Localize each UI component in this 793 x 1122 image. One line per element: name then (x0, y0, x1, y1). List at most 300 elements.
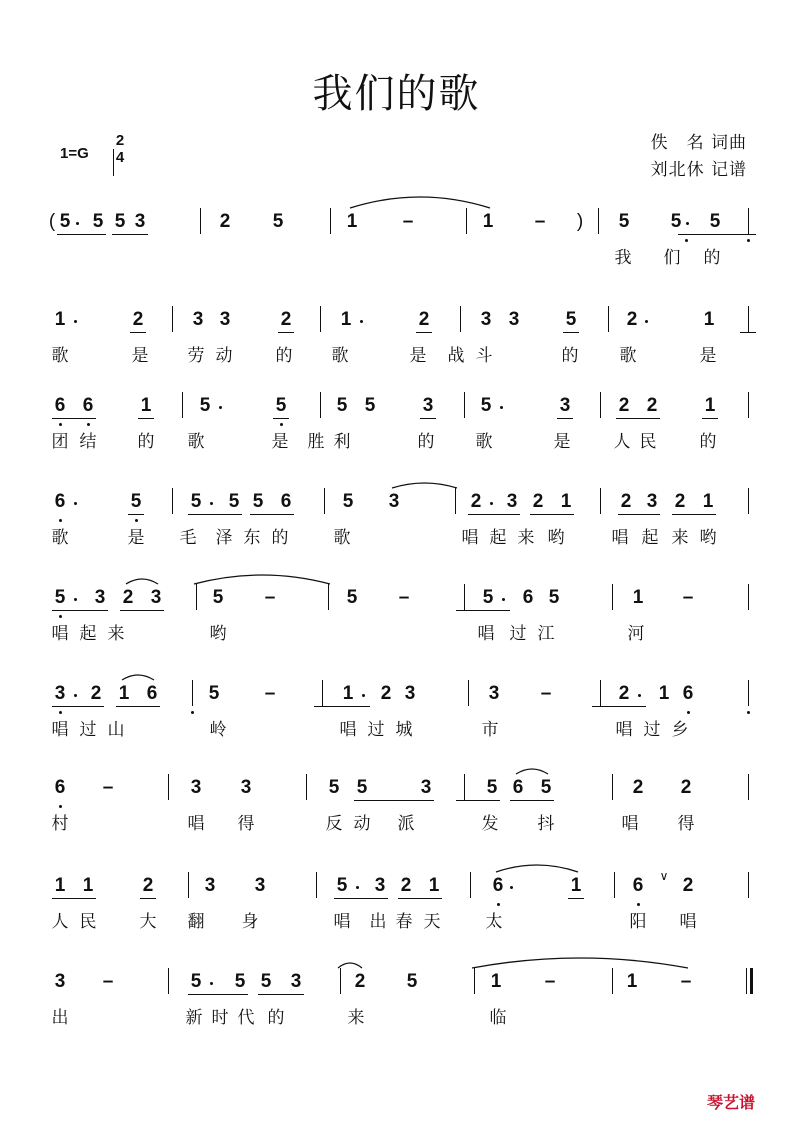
lyric-char: 来 (107, 624, 125, 644)
note: 5 (342, 491, 354, 512)
lyric-char: 的 (699, 432, 717, 452)
bracket: ) (576, 211, 584, 232)
beam-underline (258, 994, 304, 995)
beam-underline (138, 418, 154, 419)
lyric-char: 歌 (333, 528, 351, 548)
beam-underline (52, 706, 104, 707)
lyric-char: 战 (447, 346, 465, 366)
augmentation-dot (360, 320, 363, 323)
lyric-char: 来 (347, 1008, 365, 1028)
beam-underline (250, 514, 294, 515)
lyric-char: 过 (643, 720, 661, 740)
lyric-char: 的 (267, 1008, 285, 1028)
note: 1 (82, 875, 94, 896)
credit-lyricist-composer: 佚 名 词曲 (650, 133, 747, 153)
lower-octave-dot (687, 711, 690, 714)
tie-arc (496, 865, 578, 872)
barline (196, 584, 197, 610)
lyric-char: 山 (107, 720, 125, 740)
beam-underline (52, 610, 108, 611)
note: 5 (480, 395, 492, 416)
lyric-char: 毛 (179, 528, 197, 548)
note: 6 (54, 491, 66, 512)
barline (455, 488, 456, 514)
lyric-char: 哟 (209, 624, 227, 644)
lyric-char: 哟 (547, 528, 565, 548)
note: 5 (54, 587, 66, 608)
lyric-char: 民 (639, 432, 657, 452)
lyric-char: 天 (423, 912, 441, 932)
augmentation-dot (362, 694, 365, 697)
barline (172, 306, 173, 332)
barline (600, 680, 601, 706)
note: 1 (342, 683, 354, 704)
note: 5 (346, 587, 358, 608)
barline (316, 872, 317, 898)
lyric-char: 过 (79, 720, 97, 740)
note: 3 (420, 777, 432, 798)
note: 3 (508, 309, 520, 330)
lower-octave-dot (87, 423, 90, 426)
lyric-char: 人 (613, 432, 631, 452)
note: 5 (356, 777, 368, 798)
note: 2 (418, 309, 430, 330)
barline (612, 774, 613, 800)
lyric-char: 是 (131, 346, 149, 366)
note: 3 (559, 395, 571, 416)
note: 6 (632, 875, 644, 896)
note: 3 (506, 491, 518, 512)
note: 5 (190, 971, 202, 992)
note: 1 (118, 683, 130, 704)
beam-underline (116, 706, 160, 707)
note: 1 (570, 875, 582, 896)
lyric-char: 歌 (619, 346, 637, 366)
note: 5 (406, 971, 418, 992)
note: 1 (346, 211, 358, 232)
note: 2 (132, 309, 144, 330)
lyric-char: 江 (537, 624, 555, 644)
lyric-char: 是 (553, 432, 571, 452)
note: 5 (59, 211, 71, 232)
lyric-char: 劳 (187, 346, 205, 366)
note: 5 (212, 587, 224, 608)
beam-underline (398, 898, 442, 899)
lyric-char: 歌 (475, 432, 493, 452)
augmentation-dot (686, 222, 689, 225)
beam-underline (740, 332, 756, 333)
lyric-char: 利 (333, 432, 351, 452)
note: 2 (380, 683, 392, 704)
barline (614, 872, 615, 898)
augmentation-dot (219, 406, 222, 409)
lyric-char: 新 (185, 1008, 203, 1028)
beam-underline (672, 514, 716, 515)
lyric-char: 动 (215, 346, 233, 366)
note: 6 (512, 777, 524, 798)
lyric-char: 唱 (477, 624, 495, 644)
barline (464, 774, 465, 800)
lyric-char: 们 (663, 248, 681, 268)
note: 5 (548, 587, 560, 608)
lyric-char: 唱 (51, 624, 69, 644)
barline (608, 306, 609, 332)
lyric-char: 的 (275, 346, 293, 366)
augmentation-dot (74, 320, 77, 323)
tie-arc (516, 769, 548, 774)
beam-underline (416, 332, 432, 333)
lyric-char: 歌 (51, 528, 69, 548)
time-signature-line (113, 149, 114, 176)
beam-underline (188, 514, 242, 515)
beam-underline (678, 234, 756, 235)
lyric-char: 太 (485, 912, 503, 932)
barline (748, 872, 749, 898)
augmentation-dot (76, 222, 79, 225)
note: 5 (114, 211, 126, 232)
beam-underline (557, 418, 573, 419)
barline (748, 392, 749, 418)
note: 5 (228, 491, 240, 512)
beam-underline (456, 610, 510, 611)
lyric-char: 得 (677, 814, 695, 834)
note: 1 (703, 309, 715, 330)
note: 1 (658, 683, 670, 704)
beam-underline (530, 514, 574, 515)
note: 5 (208, 683, 220, 704)
beam-underline (702, 418, 718, 419)
barline (748, 774, 749, 800)
lyric-char: 过 (367, 720, 385, 740)
note: 5 (709, 211, 721, 232)
barline (600, 488, 601, 514)
lyric-char: 派 (397, 814, 415, 834)
lyric-char: 的 (271, 528, 289, 548)
lower-octave-dot (497, 903, 500, 906)
note: 3 (150, 587, 162, 608)
lyric-char: 来 (517, 528, 535, 548)
lyric-char: 唱 (339, 720, 357, 740)
note: 2 (626, 309, 638, 330)
note: 6 (82, 395, 94, 416)
barline (306, 774, 307, 800)
barline (324, 488, 325, 514)
sustain-dash: – (682, 587, 694, 608)
note: 1 (704, 395, 716, 416)
beam-underline (420, 418, 436, 419)
tie-arc (126, 579, 158, 584)
note: 3 (54, 683, 66, 704)
barline (748, 680, 749, 706)
lyric-char: 代 (237, 1008, 255, 1028)
note: 3 (646, 491, 658, 512)
lyric-char: 唱 (679, 912, 697, 932)
barline (340, 968, 341, 994)
site-logo: 琴艺谱 (707, 1093, 756, 1112)
note: 1 (702, 491, 714, 512)
lyric-char: 起 (641, 528, 659, 548)
lyric-char: 翻 (187, 912, 205, 932)
lyric-char: 得 (237, 814, 255, 834)
barline (464, 392, 465, 418)
augmentation-dot (74, 598, 77, 601)
lyric-char: 东 (243, 528, 261, 548)
lower-octave-dot (280, 423, 283, 426)
note: 6 (682, 683, 694, 704)
note: 1 (482, 211, 494, 232)
lyric-char: 人 (51, 912, 69, 932)
note: 2 (620, 491, 632, 512)
lyric-char: 唱 (615, 720, 633, 740)
augmentation-dot (210, 502, 213, 505)
beam-underline (188, 994, 248, 995)
note: 3 (254, 875, 266, 896)
note: 1 (340, 309, 352, 330)
lyric-char: 岭 (209, 720, 227, 740)
lyric-char: 歌 (51, 346, 69, 366)
note: 3 (94, 587, 106, 608)
beam-underline (112, 234, 148, 235)
note: 3 (404, 683, 416, 704)
lyric-char: 我 (614, 248, 632, 268)
barline (470, 872, 471, 898)
note: 6 (280, 491, 292, 512)
note: 3 (219, 309, 231, 330)
sustain-dash: – (102, 971, 114, 992)
barline (746, 968, 747, 994)
lyric-char: 民 (79, 912, 97, 932)
beam-underline (616, 418, 660, 419)
note: 5 (336, 875, 348, 896)
note: 5 (260, 971, 272, 992)
augmentation-dot (74, 502, 77, 505)
lyric-char: 团 (51, 432, 69, 452)
note: 6 (54, 395, 66, 416)
note: 3 (240, 777, 252, 798)
barline (460, 306, 461, 332)
note: 1 (560, 491, 572, 512)
sustain-dash: – (680, 971, 692, 992)
note: 3 (190, 777, 202, 798)
note: 3 (192, 309, 204, 330)
barline (466, 208, 467, 234)
note: 5 (252, 491, 264, 512)
lyric-char: 歌 (187, 432, 205, 452)
note: 3 (388, 491, 400, 512)
barline (172, 488, 173, 514)
barline (600, 392, 601, 418)
barline (182, 392, 183, 418)
beam-underline (563, 332, 579, 333)
beam-underline (52, 418, 96, 419)
time-signature-bottom: 4 (115, 149, 125, 166)
tie-arc (350, 197, 490, 208)
barline (188, 872, 189, 898)
time-signature (112, 132, 128, 166)
lyric-char: 的 (137, 432, 155, 452)
lower-octave-dot (637, 903, 640, 906)
lyric-char: 是 (127, 528, 145, 548)
tie-arc (122, 675, 154, 680)
lower-octave-dot (747, 239, 750, 242)
beam-underline (618, 514, 660, 515)
note: 5 (199, 395, 211, 416)
note: 1 (54, 875, 66, 896)
lyric-char: 动 (353, 814, 371, 834)
time-signature-top: 2 (115, 132, 125, 149)
beam-underline (334, 898, 388, 899)
lyric-char: 过 (509, 624, 527, 644)
note: 2 (674, 491, 686, 512)
sustain-dash: – (264, 683, 276, 704)
lyric-char: 来 (671, 528, 689, 548)
note: 2 (632, 777, 644, 798)
lyric-char: 起 (489, 528, 507, 548)
lower-octave-dot (59, 711, 62, 714)
barline (612, 968, 613, 994)
barline (328, 584, 329, 610)
barline (464, 584, 465, 610)
beam-underline (314, 706, 370, 707)
lyric-char: 唱 (621, 814, 639, 834)
lyric-char: 结 (79, 432, 97, 452)
augmentation-dot (500, 406, 503, 409)
beam-underline (120, 610, 164, 611)
lower-octave-dot (685, 239, 688, 242)
note: 3 (374, 875, 386, 896)
lyric-char: 是 (409, 346, 427, 366)
lyric-char: 春 (395, 912, 413, 932)
lyric-char: 乡 (671, 720, 689, 740)
note: 2 (618, 395, 630, 416)
barline (320, 392, 321, 418)
song-title: 我们的歌 (312, 71, 481, 117)
lyric-char: 阳 (629, 912, 647, 932)
note: 3 (134, 211, 146, 232)
lyric-char: 唱 (611, 528, 629, 548)
lyric-char: 斗 (475, 346, 493, 366)
sustain-dash: – (534, 211, 546, 232)
barline (748, 306, 749, 332)
augmentation-dot (638, 694, 641, 697)
lower-octave-dot (59, 519, 62, 522)
lyric-char: 泽 (215, 528, 233, 548)
note: 5 (92, 211, 104, 232)
lower-octave-dot (747, 711, 750, 714)
augmentation-dot (645, 320, 648, 323)
note: 1 (428, 875, 440, 896)
note: 2 (618, 683, 630, 704)
barline (322, 680, 323, 706)
tie-arc (194, 575, 330, 584)
note: 3 (422, 395, 434, 416)
lyric-char: 起 (79, 624, 97, 644)
bracket: ( (48, 211, 56, 232)
sustain-dash: – (540, 683, 552, 704)
note: 6 (146, 683, 158, 704)
note: 6 (54, 777, 66, 798)
augmentation-dot (490, 502, 493, 505)
note: 2 (682, 875, 694, 896)
lower-octave-dot (59, 805, 62, 808)
barline (192, 680, 193, 706)
note: 1 (632, 587, 644, 608)
note: 2 (680, 777, 692, 798)
lower-octave-dot (59, 615, 62, 618)
beam-underline (568, 898, 584, 899)
lyric-char: 歌 (331, 346, 349, 366)
lyric-char: 市 (481, 720, 499, 740)
lyric-char: 发 (481, 814, 499, 834)
note: 5 (540, 777, 552, 798)
barline (330, 208, 331, 234)
lyric-char: 唱 (461, 528, 479, 548)
beam-underline (128, 514, 144, 515)
augmentation-dot (74, 694, 77, 697)
note: 1 (54, 309, 66, 330)
lyric-char: 的 (561, 346, 579, 366)
beam-underline (278, 332, 294, 333)
note: 1 (140, 395, 152, 416)
sustain-dash: – (402, 211, 414, 232)
lower-octave-dot (191, 711, 194, 714)
tie-arc (338, 963, 362, 968)
barline (612, 584, 613, 610)
lyric-char: 村 (51, 814, 69, 834)
note: 2 (122, 587, 134, 608)
breath-mark: ∨ (659, 869, 669, 883)
note: 2 (354, 971, 366, 992)
lyric-char: 哟 (699, 528, 717, 548)
note: 5 (130, 491, 142, 512)
note: 2 (280, 309, 292, 330)
sustain-dash: – (264, 587, 276, 608)
lower-octave-dot (59, 423, 62, 426)
lyric-char: 是 (699, 346, 717, 366)
note: 2 (90, 683, 102, 704)
note: 3 (54, 971, 66, 992)
note: 1 (490, 971, 502, 992)
note: 5 (328, 777, 340, 798)
barline (748, 488, 749, 514)
lyric-char: 城 (395, 720, 413, 740)
note: 5 (565, 309, 577, 330)
augmentation-dot (210, 982, 213, 985)
barline (168, 968, 169, 994)
barline (748, 208, 749, 234)
beam-underline (273, 418, 289, 419)
sustain-dash: – (102, 777, 114, 798)
beam-underline (130, 332, 146, 333)
lyric-char: 大 (139, 912, 157, 932)
lyric-char: 唱 (333, 912, 351, 932)
lyric-char: 出 (369, 912, 387, 932)
augmentation-dot (356, 886, 359, 889)
sustain-dash: – (398, 587, 410, 608)
note: 2 (646, 395, 658, 416)
note: 2 (532, 491, 544, 512)
beam-underline (57, 234, 106, 235)
tie-arc (472, 958, 688, 968)
beam-underline (52, 898, 96, 899)
lyric-char: 的 (703, 248, 721, 268)
note: 6 (492, 875, 504, 896)
note: 3 (488, 683, 500, 704)
lyric-char: 临 (489, 1008, 507, 1028)
note: 5 (618, 211, 630, 232)
lyric-char: 河 (627, 624, 645, 644)
beam-underline (354, 800, 434, 801)
